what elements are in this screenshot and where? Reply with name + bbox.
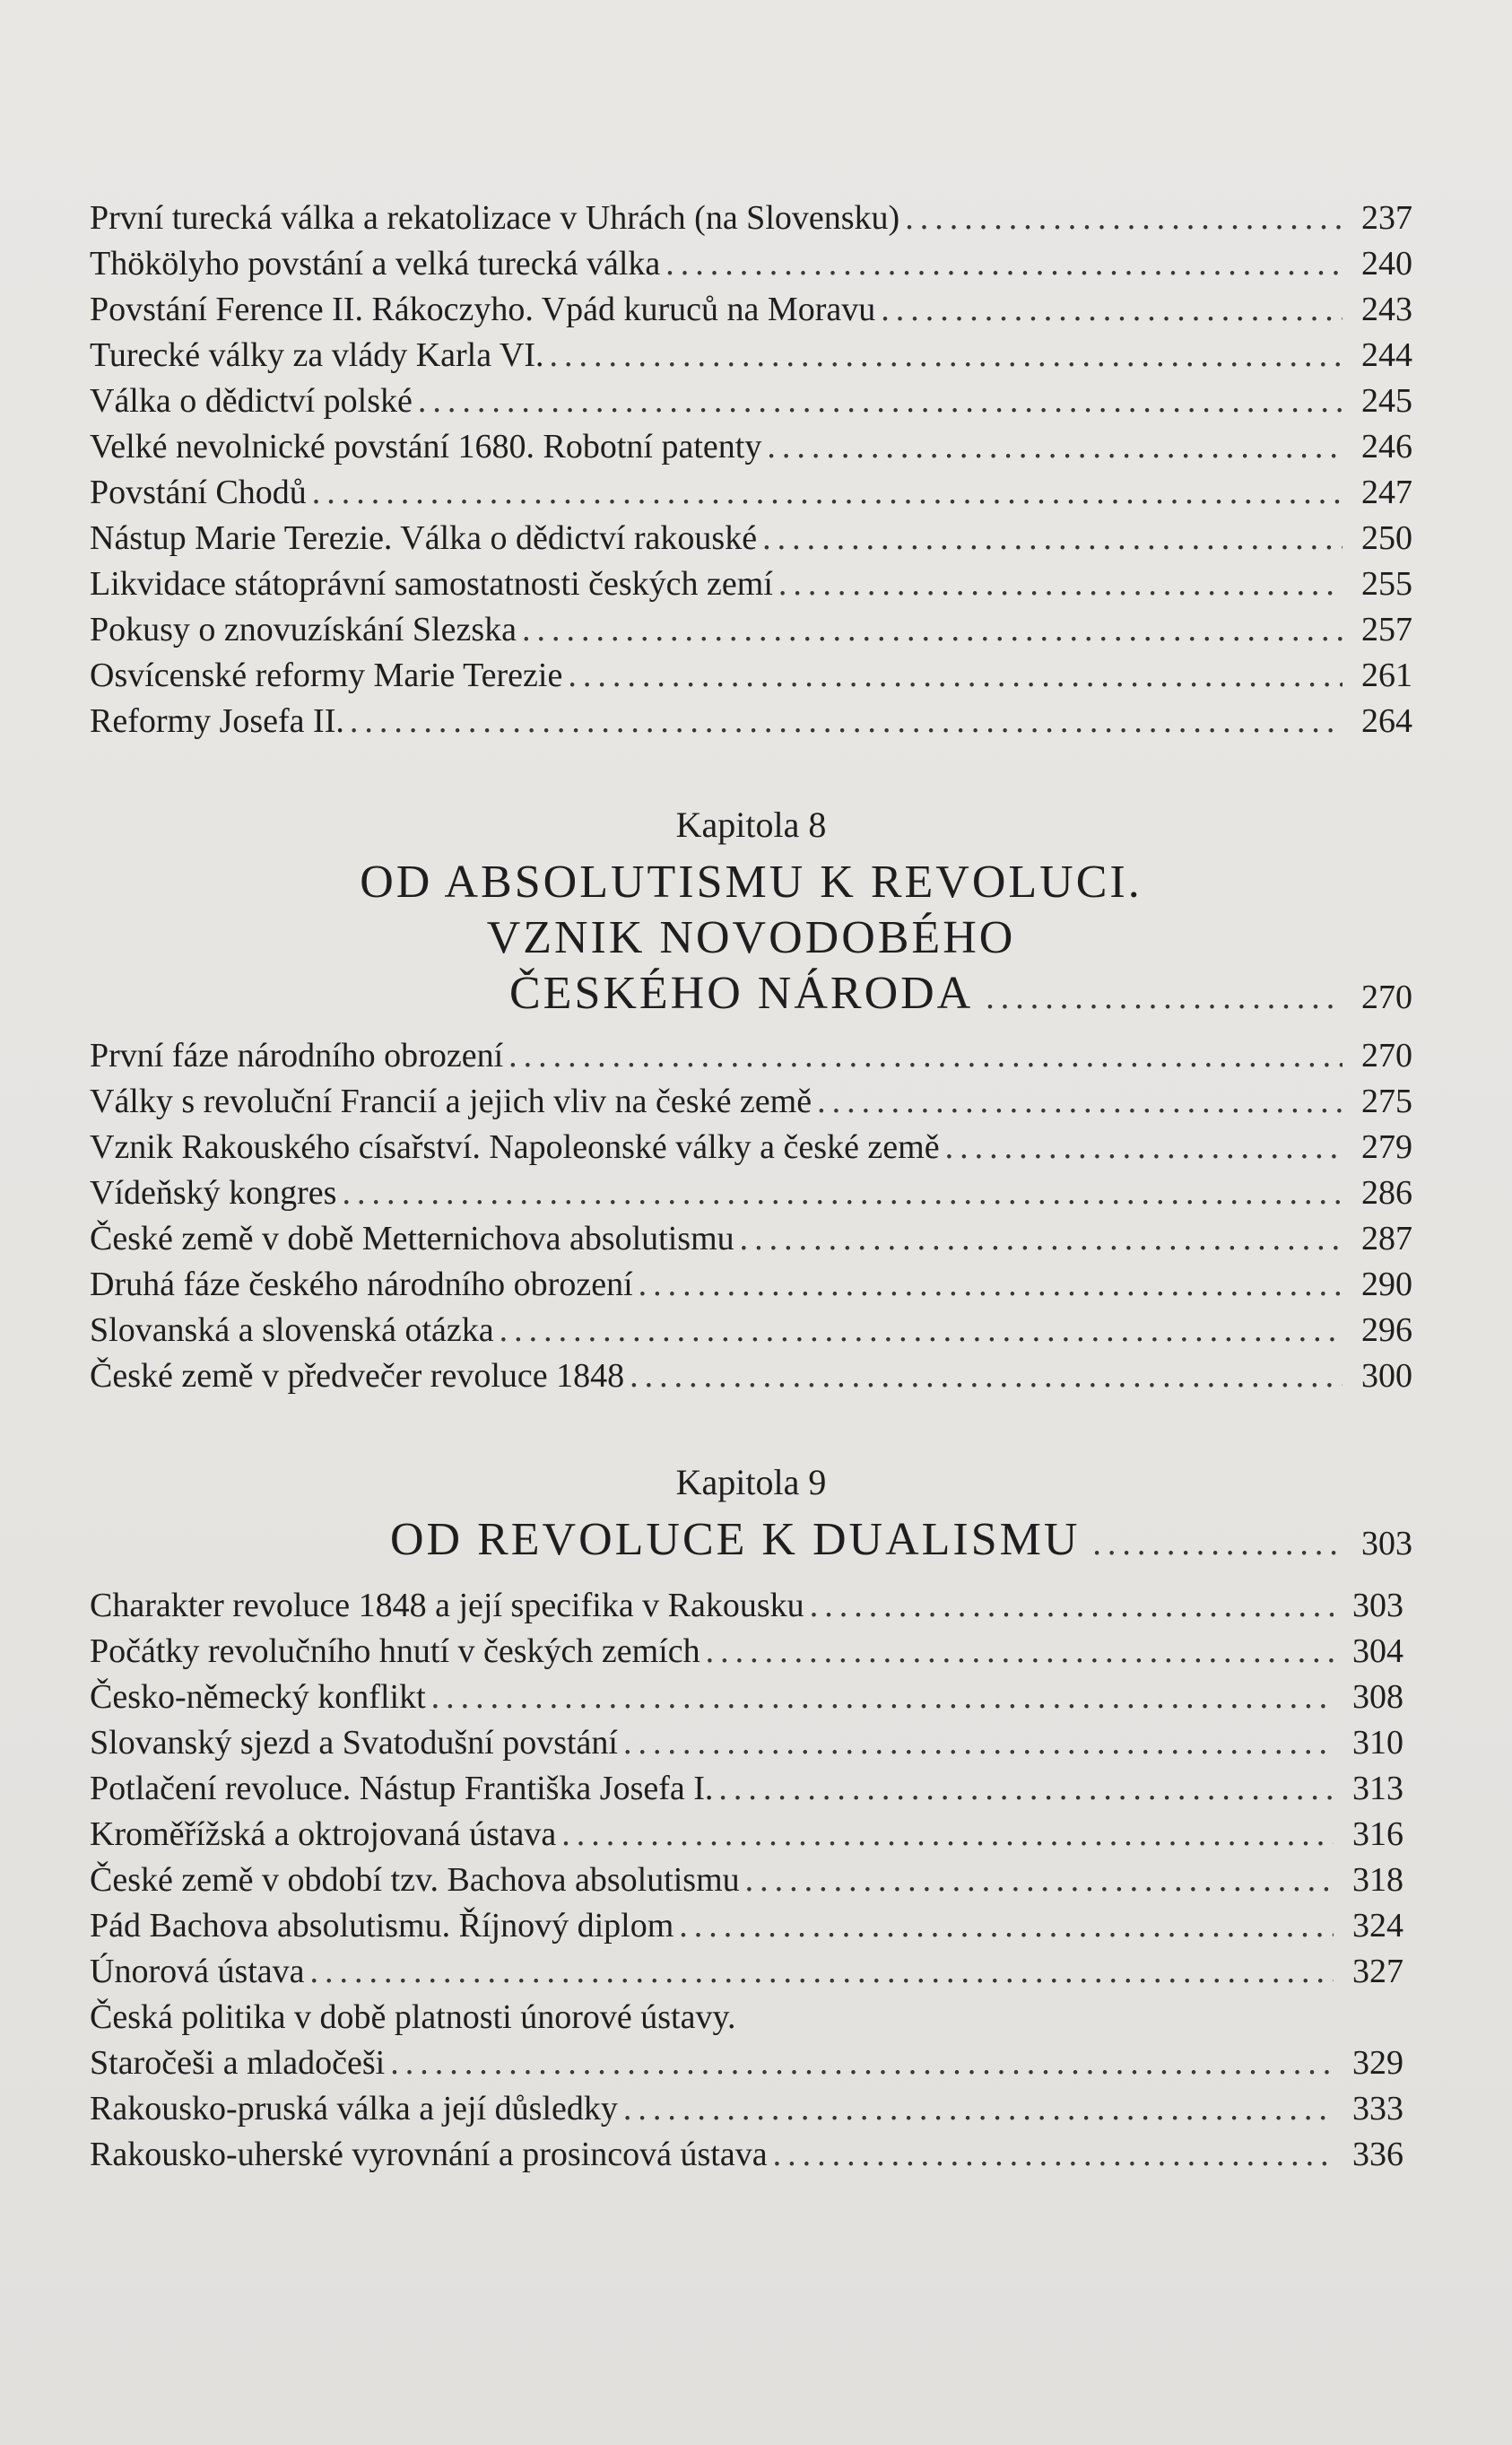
toc-entry (90, 1125, 1412, 1170)
toc-entry-page: 290 (1361, 1266, 1412, 1303)
leader-dots (905, 196, 1343, 241)
leader-dots (740, 1216, 1343, 1262)
toc-entry-title: Česká politika v době platnosti únorové ústavy. (90, 1998, 736, 2036)
chapter-title-line: ČESKÉHO NÁRODA (509, 968, 974, 1019)
toc-entry-title: Nástup Marie Terezie. Válka o dědictví rakouské (90, 519, 758, 557)
chapter-title-line: OD ABSOLUTISMU K REVOLUCI. (360, 857, 1143, 908)
toc-entry-title: Slovanská a slovenská otázka (90, 1311, 494, 1349)
toc-entry (90, 287, 1412, 333)
toc-entry (90, 424, 1412, 470)
toc-entry-title: Likvidace státoprávní samostatnosti českých zemí (90, 565, 773, 603)
toc-entry (90, 1583, 1403, 1629)
toc-entry-page: 313 (1352, 1770, 1403, 1807)
toc-entry-title: Počátky revolučního hnutí v českých zemích (90, 1632, 700, 1670)
leader-dots (679, 1903, 1334, 1949)
leader-dots (762, 516, 1343, 561)
leader-dots (718, 1766, 1334, 1812)
toc-entry (90, 2086, 1403, 2132)
leader-dots (706, 1629, 1334, 1675)
toc-entry-page: 270 (1361, 1037, 1412, 1075)
toc-entry-title: Česko-německý konflikt (90, 1678, 426, 1716)
chapter-8-heading (90, 803, 1412, 1025)
toc-entry-title: První turecká válka a rekatolizace v Uhrách (na Slovensku) (90, 199, 900, 237)
toc-entry-page: 246 (1361, 428, 1412, 466)
toc-entry-page: 244 (1361, 336, 1412, 374)
toc-entry (90, 1858, 1403, 1903)
toc-entry-page: 304 (1352, 1632, 1403, 1670)
toc-entry-title: Války s revoluční Francií a jejich vliv na české země (90, 1083, 812, 1120)
toc-entry (90, 196, 1412, 241)
chapter-9-heading (90, 1460, 1412, 1571)
toc-entry-title: Slovanský sjezd a Svatodušní povstání (90, 1724, 618, 1762)
toc-entry-page: 336 (1352, 2136, 1403, 2173)
toc-entry-page: 243 (1361, 291, 1412, 328)
toc-entry (90, 241, 1412, 287)
leader-dots (500, 1308, 1343, 1353)
leader-dots (561, 1812, 1334, 1858)
toc-entry (90, 1675, 1403, 1720)
toc-entry-title: Kroměřížská a oktrojovaná ústava (90, 1815, 557, 1853)
chapter-title-entry (90, 966, 1412, 1025)
chapter-title-line: OD REVOLUCE K DUALISMU (390, 1514, 1081, 1565)
toc-entry-page: 287 (1361, 1220, 1412, 1257)
toc-entry-page: 327 (1352, 1953, 1403, 1990)
toc-entry (90, 607, 1412, 653)
leader-dots (390, 2040, 1334, 2086)
toc-entry-page: 308 (1352, 1678, 1403, 1716)
toc-entry-page: 257 (1361, 611, 1412, 648)
leader-dots (630, 1353, 1343, 1399)
chapter-label: Kapitola 9 (675, 1462, 827, 1502)
toc-entry (90, 1766, 1403, 1812)
toc-entry-title: České země v období tzv. Bachova absolutismu (90, 1861, 740, 1899)
toc-entry (90, 1308, 1412, 1353)
toc-entry-title: Vídeňský kongres (90, 1174, 337, 1212)
toc-entry-title: Únorová ústava (90, 1953, 305, 1990)
toc-entry-page: 318 (1352, 1861, 1403, 1899)
leader-dots (623, 1720, 1334, 1766)
toc-entry-title: Pád Bachova absolutismu. Říjnový diplom (90, 1907, 674, 1945)
toc-entry-title: Reformy Josefa II. (90, 702, 344, 740)
leader-dots (945, 1125, 1343, 1170)
toc-entry-page: 237 (1361, 199, 1412, 237)
toc-entry (90, 1949, 1403, 1995)
leader-dots (418, 378, 1343, 424)
toc-entry (90, 561, 1412, 607)
toc-entry-page: 255 (1361, 565, 1412, 603)
toc-entry (90, 516, 1412, 561)
toc-entry-page: 303 (1352, 1587, 1403, 1624)
leader-dots (342, 1170, 1343, 1216)
toc-entry (90, 378, 1412, 424)
toc-entry-title: Povstání Ference II. Rákoczyho. Vpád kuruců na Moravu (90, 291, 876, 328)
leader-dots (623, 2086, 1334, 2132)
toc-entry-page: 333 (1352, 2090, 1403, 2127)
toc-entry-page: 300 (1361, 1357, 1412, 1395)
toc-entry-title: Válka o dědictví polské (90, 382, 413, 420)
toc-entry-title: Turecké války za vlády Karla VI. (90, 336, 544, 374)
leader-dots (310, 1949, 1334, 1995)
toc-entry (90, 333, 1412, 378)
chapter-8-entries (90, 1033, 1412, 1399)
toc-entry-page: 264 (1361, 702, 1412, 740)
toc-entry (90, 2040, 1403, 2086)
toc-entry-wrapped-line (90, 1995, 1403, 2040)
chapter-title-line: VZNIK NOVODOBÉHO (486, 912, 1016, 963)
chapter-9-entries (90, 1583, 1403, 2178)
leader-dots (817, 1079, 1343, 1125)
leader-dots (639, 1262, 1343, 1308)
leader-dots (550, 333, 1343, 378)
toc-entry (90, 1353, 1412, 1399)
chapter-title-entry (90, 1512, 1412, 1571)
leader-dots (1092, 1516, 1343, 1571)
toc-top-section (90, 196, 1412, 744)
leader-dots (350, 699, 1343, 744)
toc-entry-page: 286 (1361, 1174, 1412, 1212)
toc-entry (90, 1903, 1403, 1949)
toc-entry (90, 470, 1412, 516)
toc-entry-page: 279 (1361, 1128, 1412, 1166)
toc-entry-page: 261 (1361, 657, 1412, 694)
toc-entry (90, 699, 1412, 744)
toc-entry-title: První fáze národního obrození (90, 1037, 504, 1075)
toc-entry-page: 275 (1361, 1083, 1412, 1120)
toc-entry (90, 1079, 1412, 1125)
toc-entry (90, 1262, 1412, 1308)
leader-dots (568, 653, 1343, 699)
toc-entry-title: Potlačení revoluce. Nástup Františka Josefa I. (90, 1770, 714, 1807)
leader-dots (881, 287, 1343, 333)
toc-entry-title: Rakousko-pruská válka a její důsledky (90, 2090, 618, 2127)
toc-entry (90, 653, 1412, 699)
toc-entry-page: 329 (1352, 2044, 1403, 2082)
toc-entry-title: Osvícenské reformy Marie Terezie (90, 657, 563, 694)
leader-dots (431, 1675, 1334, 1720)
toc-entry-page: 316 (1352, 1815, 1403, 1853)
toc-entry (90, 1216, 1412, 1262)
toc-entry-page: 245 (1361, 382, 1412, 420)
toc-entry-title: Vznik Rakouského císařství. Napoleonské války a české země (90, 1128, 940, 1166)
toc-entry-page: 310 (1352, 1724, 1403, 1762)
chapter-page: 303 (1361, 1525, 1412, 1562)
toc-entry-title: Thökölyho povstání a velká turecká válka (90, 245, 661, 283)
toc-entry (90, 2132, 1403, 2178)
toc-entry-title: České země v době Metternichova absolutismu (90, 1220, 734, 1257)
chapter-page: 270 (1361, 979, 1412, 1016)
leader-dots (810, 1583, 1334, 1629)
leader-dots (767, 424, 1343, 470)
toc-entry-title: Charakter revoluce 1848 a její specifika v Rakousku (90, 1587, 804, 1624)
leader-dots (522, 607, 1343, 653)
toc-entry-title: Povstání Chodů (90, 474, 307, 511)
toc-entry-page: 247 (1361, 474, 1412, 511)
toc-entry (90, 1629, 1403, 1675)
toc-entry-page: 250 (1361, 519, 1412, 557)
toc-entry-title: Rakousko-uherské vyrovnání a prosincová ústava (90, 2136, 768, 2173)
leader-dots (986, 970, 1343, 1025)
leader-dots (773, 2132, 1334, 2178)
toc-entry (90, 1170, 1412, 1216)
toc-entry-title: Druhá fáze českého národního obrození (90, 1266, 633, 1303)
chapter-label: Kapitola 8 (675, 805, 827, 845)
toc-entry-title: Pokusy o znovuzískání Slezska (90, 611, 517, 648)
toc-entry-page: 324 (1352, 1907, 1403, 1945)
toc-entry-title: Staročeši a mladočeši (90, 2044, 386, 2082)
toc-entry-title: České země v předvečer revoluce 1848 (90, 1357, 625, 1395)
toc-entry (90, 1720, 1403, 1766)
toc-entry-title: Velké nevolnické povstání 1680. Robotní patenty (90, 428, 762, 466)
leader-dots (745, 1858, 1334, 1903)
leader-dots (778, 561, 1343, 607)
toc-entry-page: 296 (1361, 1311, 1412, 1349)
leader-dots (665, 241, 1343, 287)
toc-entry-page: 240 (1361, 245, 1412, 283)
leader-dots (508, 1033, 1343, 1079)
toc-entry (90, 1812, 1403, 1858)
toc-entry (90, 1033, 1412, 1079)
leader-dots (312, 470, 1343, 516)
